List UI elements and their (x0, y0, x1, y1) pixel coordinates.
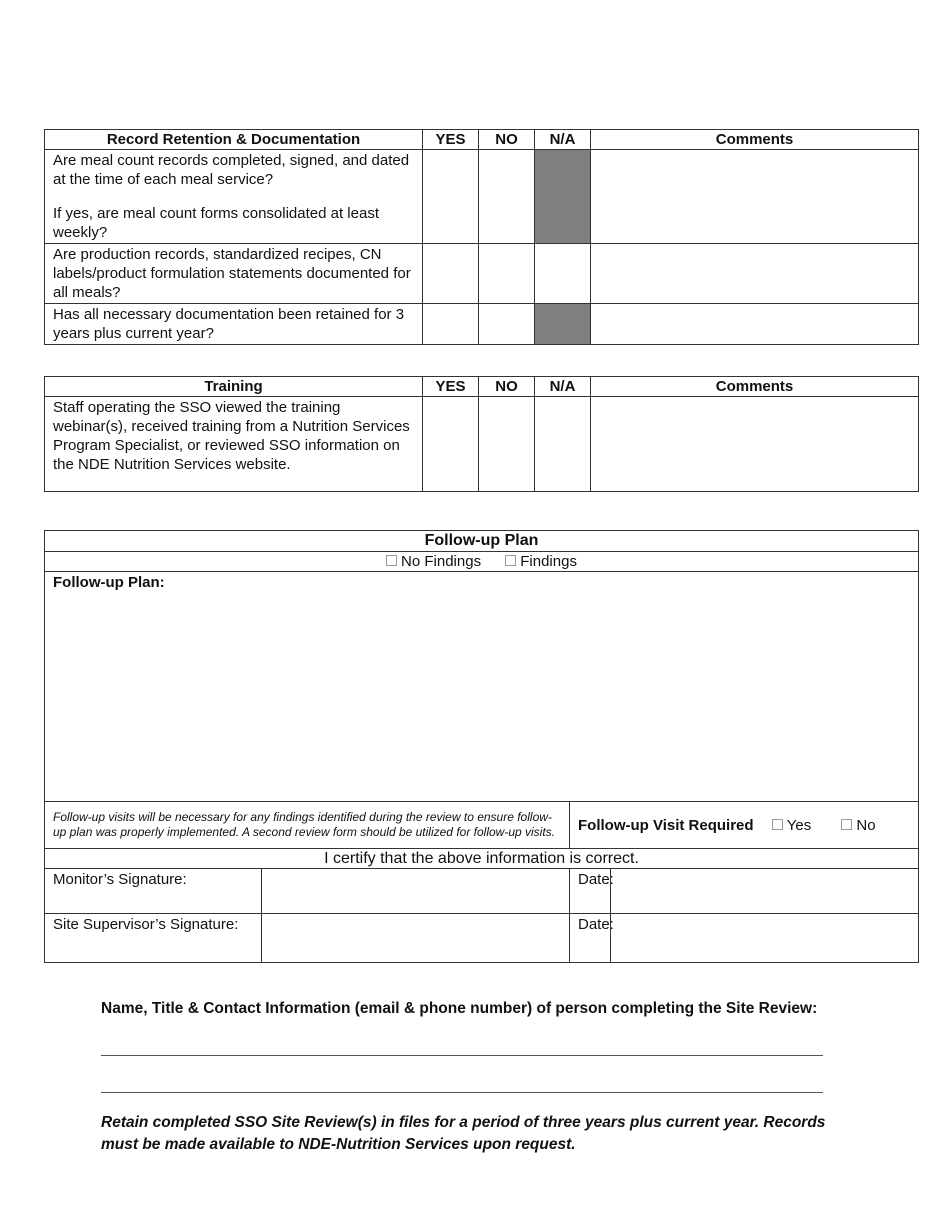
question-cell (45, 150, 423, 244)
contact-information-heading: Name, Title & Contact Information (email & phone number) of person completing the Site Review: (101, 1000, 818, 1017)
monitor-signature-label: Monitor’s Signature: (45, 869, 262, 914)
supervisor-date-label: Date: (570, 914, 611, 963)
yes-answer-cell[interactable] (423, 397, 479, 492)
na-answer-cell-disabled (535, 304, 591, 345)
follow-up-visit-required (570, 802, 919, 849)
follow-up-plan-row (45, 572, 919, 802)
visit-yes-checkbox[interactable] (772, 819, 783, 830)
table-header-row (45, 130, 919, 150)
no-answer-cell[interactable] (479, 304, 535, 345)
contact-line-2[interactable] (101, 1092, 823, 1093)
na-column-heading: N/A (535, 130, 591, 150)
follow-up-plan-field[interactable] (45, 572, 919, 802)
certify-row (45, 849, 919, 869)
supervisor-date-field[interactable] (611, 914, 919, 963)
follow-up-visit-row (45, 802, 919, 849)
follow-up-plan-table (44, 530, 919, 963)
no-findings-checkbox[interactable] (386, 555, 397, 566)
contact-line-1[interactable] (101, 1055, 823, 1056)
record-retention-heading: Record Retention & Documentation (45, 130, 423, 150)
comments-cell[interactable] (591, 244, 919, 304)
na-answer-cell[interactable] (535, 397, 591, 492)
supervisor-signature-label: Site Supervisor’s Signature: (45, 914, 262, 963)
monitor-date-label: Date: (570, 869, 611, 914)
na-column-heading: N/A (535, 377, 591, 397)
no-findings-label: No Findings (401, 553, 482, 570)
yes-answer-cell[interactable] (423, 304, 479, 345)
record-retention-table (44, 129, 919, 345)
no-column-heading: NO (479, 130, 535, 150)
findings-row (45, 552, 919, 572)
visit-no-checkbox[interactable] (841, 819, 852, 830)
comments-cell[interactable] (591, 397, 919, 492)
comments-cell[interactable] (591, 150, 919, 244)
findings-label: Findings (520, 553, 577, 570)
follow-up-plan-label: Follow-up Plan: (53, 574, 165, 591)
yes-answer-cell[interactable] (423, 150, 479, 244)
question-text: Are meal count records completed, signed, and dated at the time of each meal service? (53, 152, 410, 188)
visit-no-option[interactable] (841, 817, 875, 834)
comments-column-heading: Comments (591, 130, 919, 150)
follow-up-title-row (45, 531, 919, 552)
follow-up-note: Follow-up visits will be necessary for any findings identified during the review to ensure follow-up plan was properly implemented. A second review form should be utilized for follow-up visits. (45, 802, 570, 849)
yes-column-heading: YES (423, 377, 479, 397)
findings-options (45, 552, 919, 572)
follow-up-visit-required-label: Follow-up Visit Required (578, 816, 754, 834)
retention-note: Retain completed SSO Site Review(s) in files for a period of three years plus current year. Records must be made available to NDE-Nutrition Services upon request. (101, 1114, 826, 1153)
question-cell: Staff operating the SSO viewed the training webinar(s), received training from a Nutrition Services Program Specialist, or reviewed SSO information on the NDE Nutrition Services website. (45, 397, 423, 492)
visit-yes-label: Yes (786, 816, 812, 834)
visit-no-label: No (856, 816, 876, 834)
visit-yes-option[interactable] (772, 817, 811, 834)
table-header-row (45, 377, 919, 397)
monitor-signature-field[interactable] (262, 869, 570, 914)
findings-checkbox[interactable] (505, 555, 516, 566)
certify-statement: I certify that the above information is correct. (45, 849, 919, 869)
follow-up-plan-title: Follow-up Plan (45, 531, 919, 552)
no-findings-option[interactable] (386, 553, 481, 570)
supervisor-signature-row (45, 914, 919, 963)
table-row (45, 304, 919, 345)
no-answer-cell[interactable] (479, 244, 535, 304)
na-answer-cell-disabled (535, 150, 591, 244)
question-cell: Are production records, standardized recipes, CN labels/product formulation statements documented for all meals? (45, 244, 423, 304)
yes-answer-cell[interactable] (423, 244, 479, 304)
table-row (45, 244, 919, 304)
no-answer-cell[interactable] (479, 150, 535, 244)
findings-option[interactable] (505, 553, 577, 570)
comments-column-heading: Comments (591, 377, 919, 397)
na-answer-cell[interactable] (535, 244, 591, 304)
yes-column-heading: YES (423, 130, 479, 150)
table-row (45, 397, 919, 492)
training-heading: Training (45, 377, 423, 397)
training-table (44, 376, 919, 492)
no-answer-cell[interactable] (479, 397, 535, 492)
question-cell: Has all necessary documentation been retained for 3 years plus current year? (45, 304, 423, 345)
no-column-heading: NO (479, 377, 535, 397)
supervisor-signature-field[interactable] (262, 914, 570, 963)
monitor-date-field[interactable] (611, 869, 919, 914)
question-text: If yes, are meal count forms consolidated at least weekly? (53, 205, 379, 241)
table-row (45, 150, 919, 244)
comments-cell[interactable] (591, 304, 919, 345)
monitor-signature-row (45, 869, 919, 914)
